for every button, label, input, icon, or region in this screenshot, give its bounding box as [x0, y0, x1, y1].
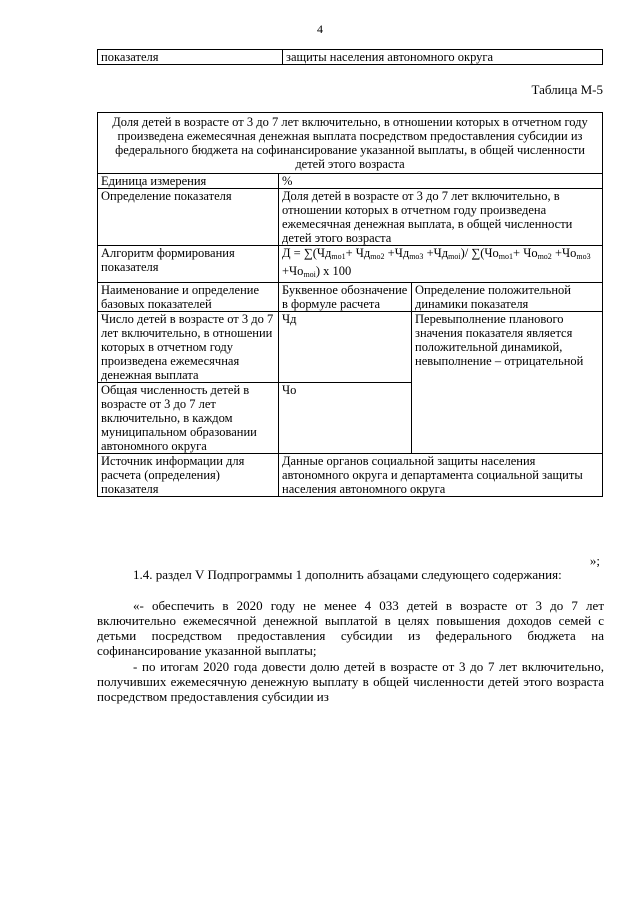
unit-label: Единица измерения	[98, 174, 279, 189]
header-symbol: Буквенное обозначение в формуле расчета	[279, 283, 412, 312]
indicator-table	[97, 112, 603, 497]
page-number: 4	[317, 22, 323, 36]
row-name: Число детей в возрасте от 3 до 7 лет включительно, в отношении которых в отчетном году произведена ежемесячная денежная выплата	[98, 312, 279, 383]
source-label: Источник информации для расчета (определения) показателя	[98, 454, 279, 497]
row-name: Общая численность детей в возрасте от 3 до 7 лет включительно, в каждом муниципальном образовании автономного округа	[98, 383, 279, 454]
paragraph-goal-1: «- обеспечить в 2020 году не менее 4 033 детей в возрасте от 3 до 7 лет включительно ежемесячной денежной выплатой в целях повышения доходов семей с детьми посредством предоставления субсидии из федерального бюджета на софинансирование указанной выплаты;	[97, 598, 604, 658]
continuation-left-cell: показателя	[98, 50, 283, 65]
paragraph-goal-2: - по итогам 2020 года довести долю детей в возрасте от 3 до 7 лет включительно, получивших ежемесячную денежную выплату в общей численности детей этого возраста посредством предоставления субсидии из	[97, 659, 604, 704]
definition-label: Определение показателя	[98, 189, 279, 246]
source-value: Данные органов социальной защиты населения автономного округа и департамента социальной защиты населения автономного округа	[279, 454, 603, 497]
table-label: Таблица М-5	[531, 82, 603, 97]
header-name: Наименование и определение базовых показателей	[98, 283, 279, 312]
closing-quote: »;	[589, 553, 600, 568]
definition-value: Доля детей в возрасте от 3 до 7 лет включительно, в отношении которых в отчетном году произведена ежемесячная денежная выплата, в общей численности детей этого возраста	[279, 189, 603, 246]
unit-value: %	[279, 174, 603, 189]
algorithm-label: Алгоритм формирования показателя	[98, 246, 279, 283]
row-symbol: Чо	[279, 383, 412, 454]
continuation-table	[97, 49, 603, 65]
formula: $Д = \sum(Чд_{mo1}+ Чд_{mo2} +Чд_{mo3} +Чд_{moi})/$ $\sum(Чо_{mo1}+ Чо_{mo2} +Чо_{mo3} +Чо_{moi})$ х 100	[279, 246, 603, 283]
header-dynamics: Определение положительной динамики показателя	[412, 283, 603, 312]
paragraph-amendment: 1.4. раздел V Подпрограммы 1 дополнить абзацами следующего содержания:	[133, 567, 562, 582]
continuation-right-cell: защиты населения автономного округа	[283, 50, 603, 65]
row-dynamics: Перевыполнение планового значения показателя является положительной динамикой, невыполнение – отрицательной	[412, 312, 603, 454]
row-symbol: Чд	[279, 312, 412, 383]
table-title: Доля детей в возрасте от 3 до 7 лет включительно, в отношении которых в отчетном году произведена ежемесячная денежная выплата посредством предоставления субсидии из федерального бюджета на софинансирование указанной выплаты, в общей численности детей этого возраста	[98, 113, 603, 174]
table-row	[98, 312, 603, 383]
